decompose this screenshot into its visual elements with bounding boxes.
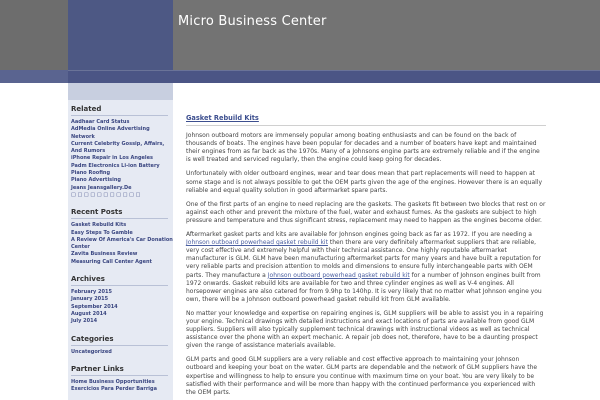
site-title[interactable]: Micro Business Center [178,14,327,29]
related-link[interactable]: Aadhaar Card Status [71,119,130,125]
archives-heading: Archives [71,275,168,286]
header-left-block [0,0,68,70]
archive-link[interactable]: August 2014 [71,310,107,317]
categories-heading: Categories [71,335,168,346]
post-paragraph [186,231,546,304]
partner-link[interactable]: Exercicios Para Perder Barriga [71,386,157,393]
post-paragraph: GLM parts and good GLM suppliers are a very reliable and cost effective approach to maintaining your Johnson outboard and keeping your boat on the water. GLM parts are dependable and the network of GLM suppliers have the expertise and willingness to help to ensure you continue with maximum time on your boat. You are very likely to be satisfied with their performance and will be more than happy with the continued performance you experienced with the OEM parts. [186,356,538,396]
related-link[interactable]: iPhone Repair in Los Angeles [71,155,154,162]
partner-links-list [71,379,173,394]
archive-link[interactable]: July 2014 [71,318,98,325]
header-sidebar-panel [68,0,173,70]
recent-posts-heading: Recent Posts [71,208,168,219]
archives-list [71,289,173,325]
recent-post-link[interactable]: Zavita Business Review [71,251,138,258]
archive-link[interactable]: September 2014 [71,303,118,310]
related-link[interactable]: Jeans Jeansgallery.De [71,184,132,191]
recent-post-link[interactable]: Measuring Call Center Agent [71,258,152,265]
related-link[interactable]: Piano Advertising [71,177,121,184]
paragraph-text: for a number of Johnson engines built from 1972 onwards. Gasket rebuild kits are available for two and three cylinder engines as well as V-4 engines. All horsepower engines are also catered for from 9.9hp to 140hp. It is very likely that no matter what Johnson engine you own, there will be a Johnson outboard powerhead gasket rebuild kit from GLM available. [186,271,542,303]
related-link[interactable]: AdMedia Online Advertising Network [71,126,150,140]
related-heading: Related [71,105,168,116]
category-link[interactable]: Uncategorized [71,348,112,355]
related-link[interactable]: Piano Roofing [71,170,111,177]
header-main-block [173,0,600,70]
sidebar-top-block [68,83,173,100]
recent-posts-list [71,222,173,266]
related-link[interactable]: Padm Electronics Li-ion Battery [71,162,160,169]
categories-list [71,349,173,356]
paragraph-text: then there are very definitely aftermarket suppliers that are reliable, very cost effective and extremely helpful with their technical assistance. One highly reputable aftermarket manufacturer is GLM. GLM have been manufacturing aftermarket parts for many years and have built a reputation for very reliable parts and precision attention to molds and dimensions to ensure fully interchangeable parts with OEM parts. They manufacture a [186,239,541,279]
archive-link[interactable]: February 2015 [71,289,112,296]
post-title[interactable]: Gasket Rebuild Kits [186,114,546,126]
gasket-kit-link[interactable]: Johnson outboard powerhead gasket rebuild kit [267,271,410,279]
related-link[interactable]: Current Celebrity Gossip, Affairs, And Rumors [71,140,165,155]
partner-links-heading: Partner Links [71,365,168,376]
sidebar [68,100,173,400]
partner-link[interactable]: Home Business Opportunities [71,378,155,385]
related-link[interactable]: □ □ □ □ □ □ □ □ □ □ □ [71,191,141,198]
paragraph-text: Aftermarket gasket parts and kits are available for Johnson engines going back as far as 1972. If you are needing a [186,231,532,239]
related-list [71,119,173,199]
archive-link[interactable]: January 2015 [71,296,109,303]
post-paragraph: No matter your knowledge and expertise on repairing engines is, GLM suppliers will be able to assist you in a repairing your engine. Technical drawings with detailed instructions and exact locations of parts are available from good GLM suppliers. Suppliers will also typically supplement technical drawings with instructional videos as well as technical assistance over the phone with an expert mechanic. A repair job does not, therefore, have to be a daunting prospect given the range of assistance materials available. [186,309,544,350]
site-header [0,0,600,70]
post-paragraph: One of the first parts of an engine to need replacing are the gaskets. The gaskets fit between two blocks that rest on or against each other and prevent the mixture of the fuel, water and exhaust fumes. As the gaskets are subject to high pressure and temperature and thus significant stress, replacement may need to happen as the engines become older. [186,200,546,224]
recent-post-link[interactable]: Easy Steps To Gamble [71,229,133,236]
post-paragraph: Unfortunately with older outboard engines, wear and tear does mean that part replacements will need to happen at some stage and is not always possible to get the OEM parts given the age of the engines. However there is an equally reliable and equal quality solution in good aftermarket spare parts. [186,170,543,194]
header-band [0,70,600,83]
post-content [186,114,546,400]
gasket-kit-link[interactable]: Johnson outboard powerhead gasket rebuild kit [186,239,328,247]
header-band-left [0,70,68,83]
recent-post-link[interactable]: Gasket Rebuild Kits [71,222,127,229]
recent-post-link[interactable]: A Review Of America's Car Donation Center [71,236,173,251]
post-paragraph: Johnson outboard motors are immensely popular among boating enthusiasts and can be found on the back of thousands of boats. The engines have been popular for decades and a number of boaters have kept and maintained their engines from as far back as the 1970s. Many of a Johnsons engine parts are extremely reliable and if the engine is well treated and serviced regularly, then the engine could keep going for decades. [186,132,540,164]
